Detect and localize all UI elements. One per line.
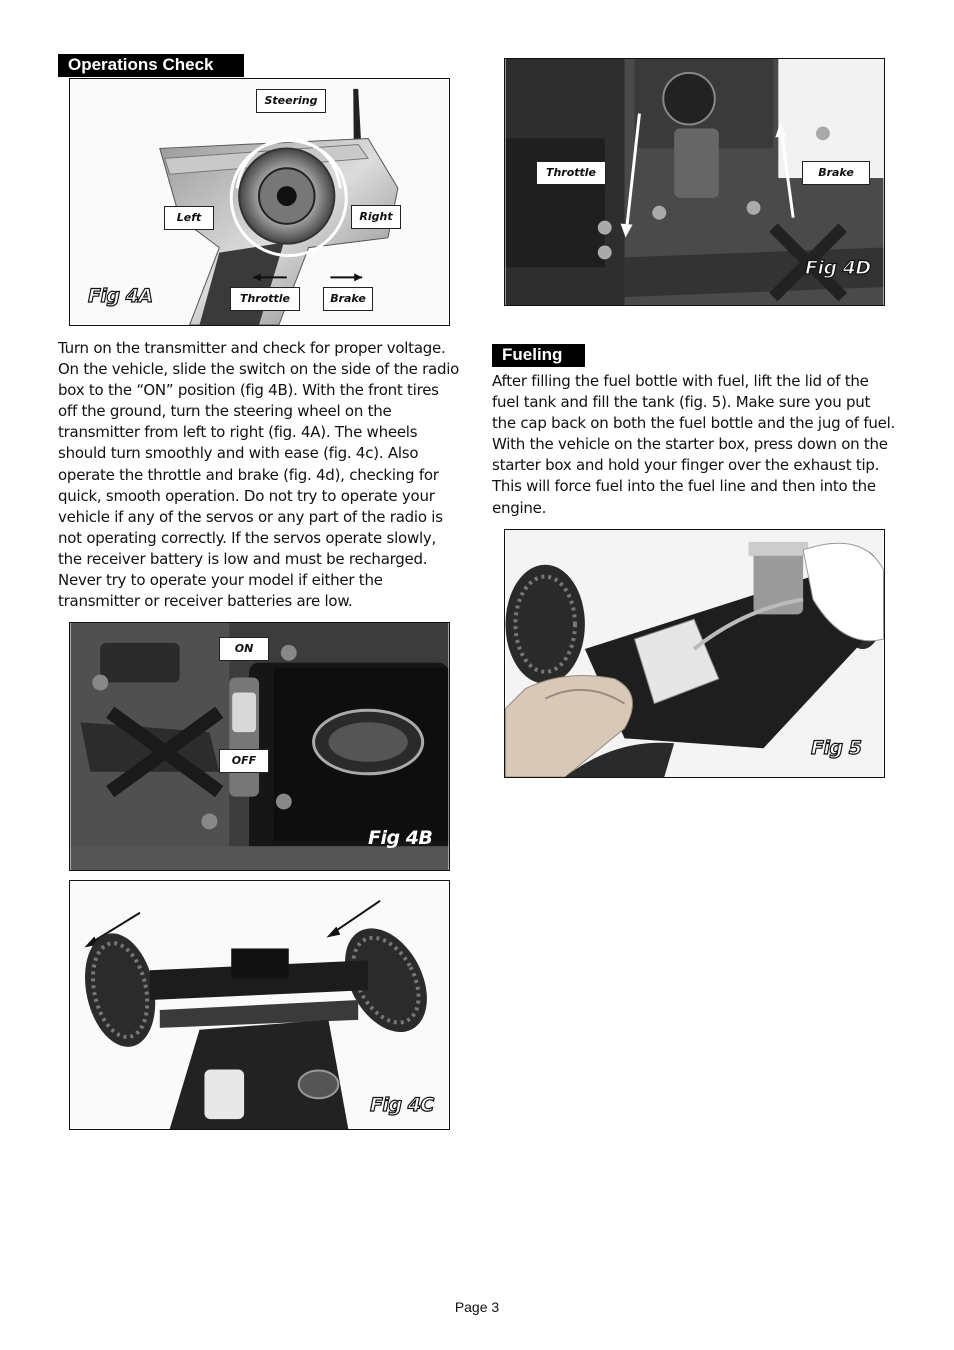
steering-callout: Steering bbox=[256, 89, 326, 113]
left-callout: Left bbox=[164, 206, 214, 230]
fig-5-fueling-photo bbox=[504, 529, 885, 778]
fueling-text: After filling the fuel bottle with fuel, lift the lid of the fuel tank and fill the tank (fig. 5). Make sure you put the cap back on both the fuel bottle and the jug of fuel. With the vehicle on the starter box, press down on the starter box and hold your finger over the exhaust tip. This will force fuel into the fuel line and then into the engine. bbox=[492, 372, 896, 517]
operations-check-text: Turn on the transmitter and check for proper voltage. On the vehicle, slide the switch on the side of the radio box to the “ON” position (fig 4B). With the front tires off the ground, turn the steering wheel on the transmitter from left to right (fig. 4A). The wheels should turn smoothly and with ease (fig. 4c). Also operate the throttle and brake (fig. 4d), checking for quick, smooth operation. Do not try to operate your vehicle if any of the servos or any part of the radio is not operating correctly. If the servos operate slowly, the receiver battery is low and must be recharged. Never try to operate your model if either the transmitter or receiver batteries are low. bbox=[58, 339, 460, 611]
fig4d-brake-callout: Brake bbox=[802, 161, 870, 185]
fig4d-throttle-callout: Throttle bbox=[536, 161, 606, 185]
fig-4b-switch-photo bbox=[69, 622, 450, 871]
vehicle-front-illustration bbox=[70, 881, 449, 1129]
on-callout: ON bbox=[219, 637, 269, 661]
right-callout: Right bbox=[351, 205, 401, 229]
operations-check-header: Operations Check bbox=[58, 54, 244, 77]
fig-5-label: Fig 5 bbox=[811, 737, 862, 759]
off-callout: OFF bbox=[219, 749, 269, 773]
fig-4a-transmitter-photo bbox=[69, 78, 450, 326]
fueling-header: Fueling bbox=[492, 344, 585, 367]
page-number: Page 3 bbox=[454, 1299, 500, 1315]
fig-4c-wheels-photo bbox=[69, 880, 450, 1130]
throttle-callout: Throttle bbox=[230, 287, 300, 311]
fig-4a-label: Fig 4A bbox=[88, 285, 153, 307]
fig-4c-label: Fig 4C bbox=[370, 1094, 434, 1116]
fig-4b-label: Fig 4B bbox=[368, 827, 433, 849]
brake-callout: Brake bbox=[323, 287, 373, 311]
fig-4d-servo-photo bbox=[504, 58, 885, 306]
fig-4d-label: Fig 4D bbox=[805, 257, 871, 279]
